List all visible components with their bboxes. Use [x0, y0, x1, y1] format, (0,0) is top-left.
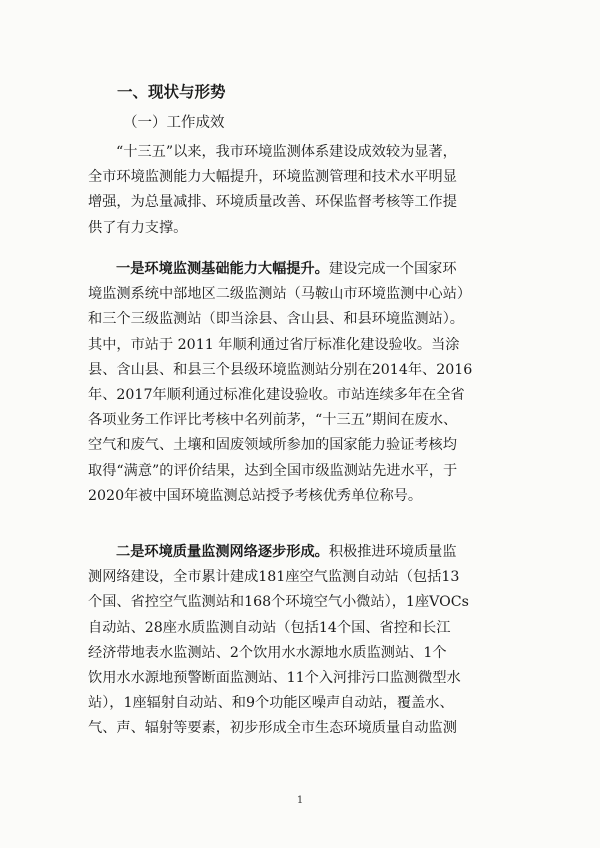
paragraph-line: 境监测系统中部地区二级监测站（马鞍山市环境监测中心站）	[88, 286, 472, 303]
paragraph-line: 其中，市站于 2011 年顺利通过省厅标准化建设验收。当涂	[88, 336, 460, 353]
section-heading: 一、现状与形势	[117, 82, 226, 101]
paragraph-line: 空气和废气、土壤和固废领域所参加的国家能力验证考核均	[88, 437, 457, 454]
paragraph-line-rest: 建设完成一个国家环	[328, 261, 457, 277]
page-number: 1	[296, 795, 304, 806]
paragraph-line	[88, 257, 514, 282]
paragraph-line: 自动站、28座水质监测自动站（包括14个国、省控和长江	[88, 619, 451, 636]
paragraph-line: 县、含山县、和县三个县级环境监测站分别在2014年、2016	[88, 361, 473, 378]
paragraph-line: 增强，为总量减排、环境质量改善、环保监督考核等工作提	[88, 194, 457, 211]
bold-lead-text: 二是环境质量监测网络逐步形成。	[116, 544, 329, 560]
paragraph-monitoring-network	[88, 540, 514, 742]
paragraph-line: 供了有力支撑。	[88, 219, 188, 236]
paragraph-line: 各项业务工作评比考核中名列前茅，“十三五”期间在废水、	[88, 412, 458, 429]
paragraph-line-rest: 积极推进环境质量监	[328, 544, 457, 560]
paragraph-line: “十三五”以来，我市环境监测体系建设成效较为显著，	[116, 144, 457, 160]
paragraph-line: 气、声、辐射等要素，初步形成全市生态环境质量自动监测	[88, 720, 457, 737]
paragraph-line: 年、2017年顺利通过标准化建设验收。市站连续多年在全省	[88, 386, 465, 403]
paragraph-line: 取得“满意”的评价结果，达到全国市级监测站先进水平，于	[88, 462, 458, 479]
paragraph-line: 2020年被中国环境监测总站授予考核优秀单位称号。	[88, 487, 423, 504]
subsection-heading: （一）工作成效	[123, 115, 225, 131]
paragraph-line: 个国、省控空气监测站和168个环境空气小微站），1座VOCs	[88, 594, 469, 611]
paragraph-line: 站），1座辐射自动站、和9个功能区噪声自动站，覆盖水、	[88, 695, 454, 712]
paragraph-line	[88, 540, 514, 565]
paragraph-line: 全市环境监测能力大幅提升，环境监测管理和技术水平明显	[88, 169, 457, 186]
paragraph-line: 饮用水水源地预警断面监测站、11个入河排污口监测微型水	[88, 669, 461, 686]
paragraph-line: 测网络建设，全市累计建成181座空气监测自动站（包括13	[88, 569, 460, 586]
paragraph-monitoring-capacity	[88, 257, 514, 509]
paragraph-line: 和三个三级监测站（即当涂县、含山县、和县环境监测站）。	[88, 311, 464, 328]
bold-lead-text: 一是环境监测基础能力大幅提升。	[116, 261, 329, 277]
paragraph-line: 经济带地表水监测站、2个饮用水水源地水质监测站、1个	[88, 644, 447, 661]
paragraph-work-results	[88, 140, 514, 241]
